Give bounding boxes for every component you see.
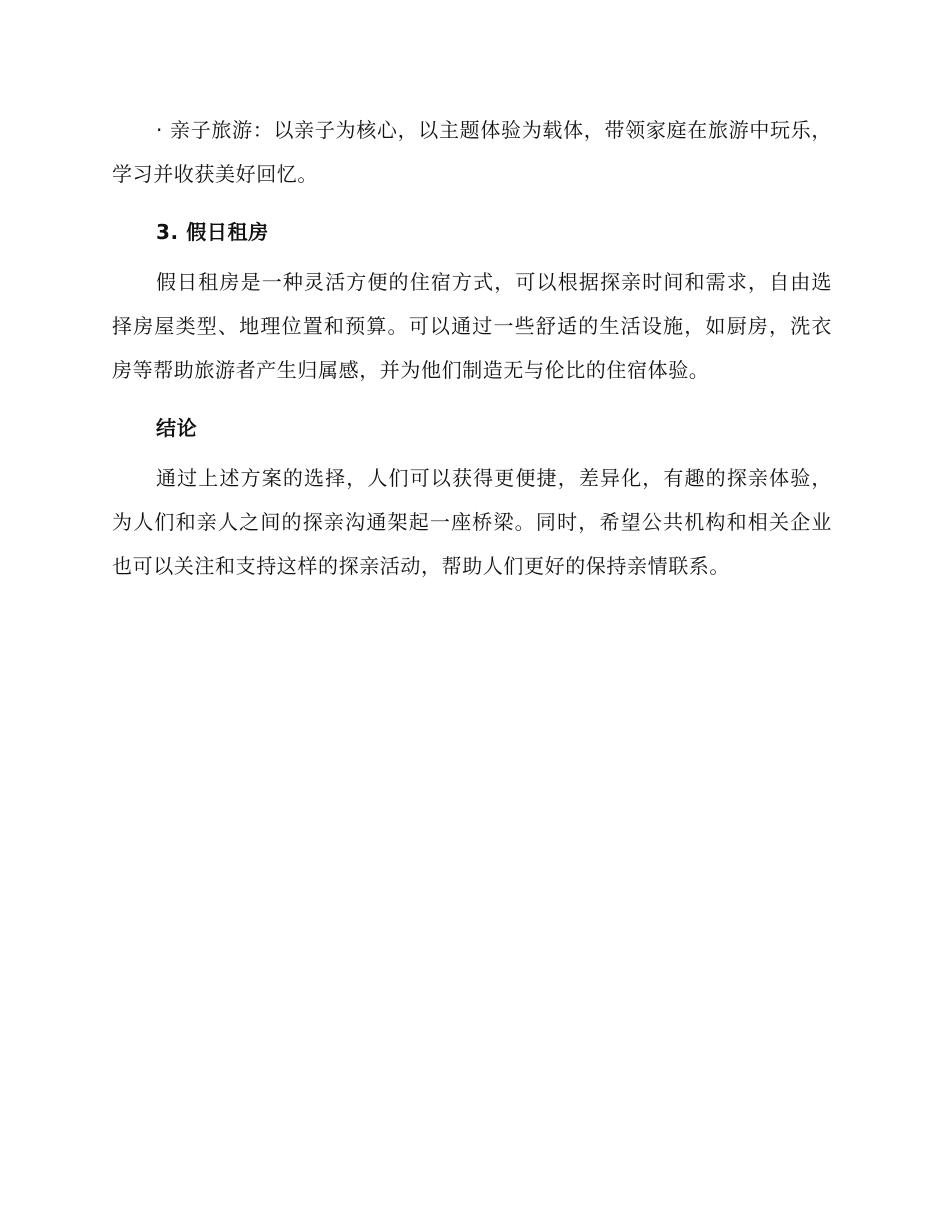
paragraph-holiday-rental: 假日租房是一种灵活方便的住宿方式，可以根据探亲时间和需求，自由选择房屋类型、地理位置和预算。可以通过一些舒适的生活设施，如厨房，洗衣房等帮助旅游者产生归属感，并为他们制造无与伦比的住宿体验。: [112, 270, 832, 382]
section-heading-conclusion: 结论: [156, 416, 198, 440]
paragraph-family-trip: · 亲子旅游：以亲子为核心，以主题体验为载体，带领家庭在旅游中玩乐，学习并收获美好回忆。: [112, 118, 832, 186]
paragraph-conclusion: 通过上述方案的选择，人们可以获得更便捷，差异化，有趣的探亲体验，为人们和亲人之间的探亲沟通架起一座桥梁。同时，希望公共机构和相关企业也可以关注和支持这样的探亲活动，帮助人们更好的保持亲情联系。: [112, 466, 832, 578]
spacer: [112, 392, 832, 396]
section-heading-holiday-rental: 3. 假日租房: [156, 220, 269, 244]
spacer: [112, 196, 832, 200]
